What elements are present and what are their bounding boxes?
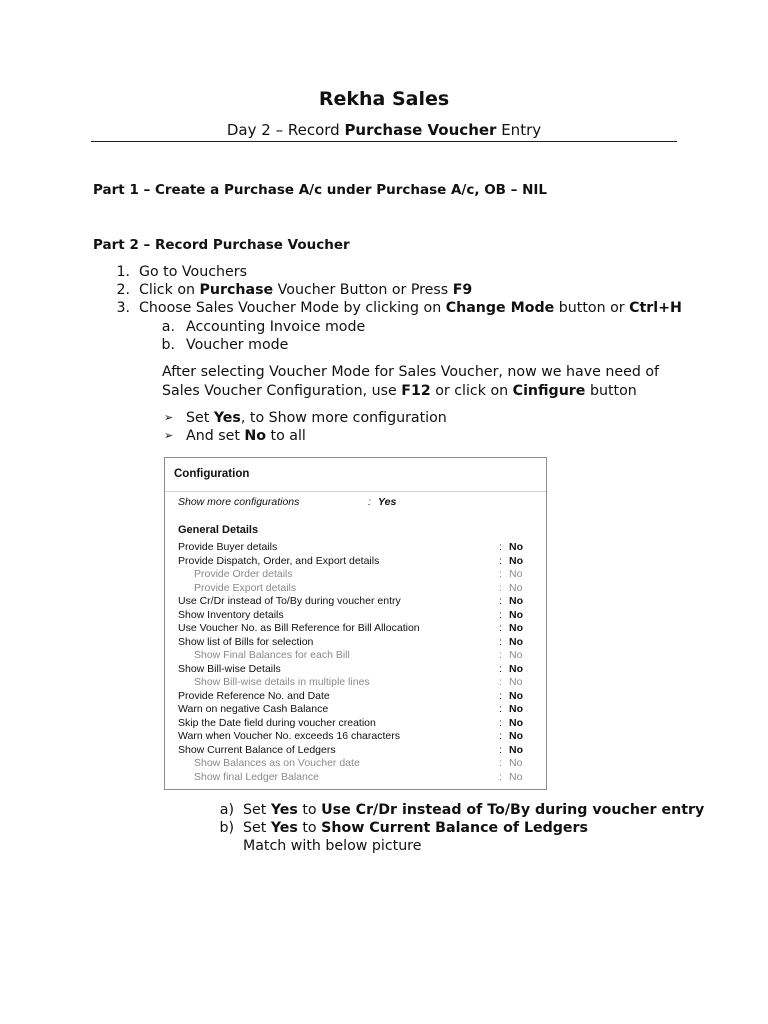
bullet-part: to all: [266, 428, 306, 444]
arrow-bullet-icon: ➢: [164, 411, 174, 424]
part1-heading: Part 1 – Create a Purchase A/c under Purchase A/c, OB – NIL: [93, 182, 548, 198]
bullet-1-text: [186, 409, 447, 427]
configuration-divider: [165, 491, 546, 492]
config-row-colon: :: [499, 743, 502, 756]
show-more-configurations-value[interactable]: Yes: [378, 496, 397, 508]
config-row-disabled: [165, 676, 546, 690]
config-row-value[interactable]: No: [509, 730, 523, 742]
instruction-a-letter: a): [219, 802, 234, 818]
instruction-b-letter: b): [219, 820, 234, 836]
instruction-paragraph-line1: After selecting Voucher Mode for Sales Voucher, now we have need of: [162, 364, 660, 380]
instr-bold: Use Cr/Dr instead of To/By during voucher entry: [321, 802, 705, 818]
document-subtitle: [0, 120, 768, 140]
config-row-value[interactable]: No: [509, 662, 523, 675]
config-row[interactable]: [165, 717, 546, 731]
step-1-text: Go to Vouchers: [139, 264, 247, 280]
config-row-colon: :: [499, 757, 502, 769]
config-row-colon: :: [499, 703, 502, 715]
bullet-part: , to Show more configuration: [240, 410, 447, 426]
config-row-value[interactable]: No: [509, 595, 523, 607]
para-bold: Cinfigure: [512, 383, 586, 399]
config-row-disabled: [165, 568, 546, 582]
config-row-label: Use Cr/Dr instead of To/By during voucher entry: [178, 595, 401, 607]
bullet-bold: Yes: [213, 410, 241, 426]
config-row-label: Provide Reference No. and Date: [178, 689, 330, 702]
config-row[interactable]: [165, 541, 546, 555]
config-row-label: Show Balances as on Voucher date: [194, 757, 360, 769]
para-key: F12: [401, 383, 431, 399]
config-row[interactable]: [165, 663, 546, 677]
step-2-text: [139, 281, 472, 299]
step-3-part: button or: [554, 300, 630, 316]
config-row-disabled: [165, 649, 546, 663]
step-2-part: Click on: [139, 282, 200, 298]
instruction-b-text: [243, 819, 588, 837]
show-more-configurations-label: Show more configurations: [178, 496, 300, 508]
instr-part: to: [297, 802, 322, 818]
config-row-colon: :: [499, 662, 502, 675]
config-row-value: No: [509, 757, 523, 769]
config-row[interactable]: [165, 690, 546, 704]
step-2-bold: Purchase: [199, 282, 274, 298]
configuration-list: [165, 541, 546, 784]
config-row-value[interactable]: No: [509, 608, 523, 621]
config-row[interactable]: [165, 730, 546, 744]
config-row-colon: :: [499, 676, 502, 688]
step-3-bold: Change Mode: [445, 300, 555, 316]
sub-step-b-text: Voucher mode: [186, 337, 289, 353]
part2-heading: Part 2 – Record Purchase Voucher: [93, 237, 350, 253]
config-row-value: No: [509, 568, 523, 580]
config-row-label: Show list of Bills for selection: [178, 635, 314, 648]
config-row-colon: :: [499, 622, 502, 634]
config-row-colon: :: [499, 716, 502, 729]
config-row-label: Show Bill-wise details in multiple lines: [194, 676, 370, 688]
config-row-value: No: [509, 770, 523, 783]
sub-step-b-letter: b.: [161, 337, 175, 353]
config-row-label: Show Current Balance of Ledgers: [178, 743, 336, 756]
config-row-label: Provide Export details: [194, 581, 297, 594]
instr-bold: Show Current Balance of Ledgers: [321, 820, 588, 836]
step-3-key: Ctrl+H: [629, 300, 682, 316]
config-row-value[interactable]: No: [509, 743, 523, 756]
config-row-label: Use Voucher No. as Bill Reference for Bill Allocation: [178, 622, 420, 634]
config-row-label: Show Final Balances for each Bill: [194, 649, 350, 661]
config-row-colon: :: [499, 595, 502, 607]
title-divider: [91, 141, 677, 142]
config-row-value[interactable]: No: [509, 635, 523, 648]
config-row[interactable]: [165, 609, 546, 623]
match-picture-note: Match with below picture: [243, 838, 422, 854]
config-row-colon: :: [499, 608, 502, 621]
config-row[interactable]: [165, 636, 546, 650]
instruction-a-text: [243, 801, 704, 819]
instr-bold: Yes: [270, 820, 298, 836]
config-row-colon: :: [499, 581, 502, 594]
config-row-label: Provide Dispatch, Order, and Export details: [178, 554, 380, 567]
config-row-colon: :: [499, 541, 502, 553]
para-part: or click on: [430, 383, 513, 399]
config-row-colon: :: [499, 554, 502, 567]
config-row-value[interactable]: No: [509, 554, 523, 567]
step-2-number: 2.: [116, 282, 130, 298]
bullet-part: And set: [186, 428, 245, 444]
step-2-key: F9: [452, 282, 473, 298]
config-row-value[interactable]: No: [509, 703, 523, 715]
instr-part: Set: [243, 820, 271, 836]
config-row-label: Warn when Voucher No. exceeds 16 characters: [178, 730, 400, 742]
config-row-label: Provide Buyer details: [178, 541, 278, 553]
config-row-label: Show final Ledger Balance: [194, 770, 319, 783]
config-row[interactable]: [165, 555, 546, 569]
config-row-label: Show Bill-wise Details: [178, 662, 281, 675]
subtitle-pre: Day 2 – Record: [226, 121, 345, 139]
config-row-label: Show Inventory details: [178, 608, 284, 621]
para-part: Sales Voucher Configuration, use: [162, 383, 402, 399]
config-row[interactable]: [165, 622, 546, 636]
general-details-heading: General Details: [178, 524, 259, 536]
arrow-bullet-icon: ➢: [164, 429, 174, 442]
bullet-bold: No: [244, 428, 267, 444]
config-row-disabled: [165, 757, 546, 771]
config-row-disabled: [165, 771, 546, 785]
config-row-label: Skip the Date field during voucher creation: [178, 716, 376, 729]
config-row-value[interactable]: No: [509, 689, 523, 702]
config-row[interactable]: [165, 744, 546, 758]
step-2-part: Voucher Button or Press: [273, 282, 453, 298]
para-part: button: [585, 383, 637, 399]
subtitle-post: Entry: [496, 121, 542, 139]
config-row-colon: :: [499, 770, 502, 783]
configuration-panel: [164, 457, 547, 790]
config-row-label: Provide Order details: [194, 568, 293, 580]
sub-step-a-text: Accounting Invoice mode: [186, 319, 366, 335]
config-row-colon: :: [499, 568, 502, 580]
configuration-title: Configuration: [174, 468, 250, 480]
sub-step-a-letter: a.: [161, 319, 175, 335]
config-row[interactable]: [165, 595, 546, 609]
document-title: Rekha Sales: [318, 88, 450, 110]
instr-part: to: [297, 820, 322, 836]
config-row-colon: :: [499, 649, 502, 661]
config-row-disabled: [165, 582, 546, 596]
step-3-text: [139, 299, 682, 317]
config-row-colon: :: [499, 635, 502, 648]
config-row-value: No: [509, 649, 523, 661]
config-row-colon: :: [499, 730, 502, 742]
instruction-paragraph-line2: [162, 382, 637, 400]
config-row[interactable]: [165, 703, 546, 717]
step-3-number: 3.: [116, 300, 130, 316]
config-row-value: No: [509, 676, 523, 688]
bullet-part: Set: [186, 410, 214, 426]
step-1-number: 1.: [116, 264, 130, 280]
config-row-value[interactable]: No: [509, 541, 523, 553]
subtitle-bold: Purchase Voucher: [344, 121, 497, 139]
config-row-value[interactable]: No: [509, 622, 523, 634]
instr-part: Set: [243, 802, 271, 818]
config-row-value: No: [509, 581, 523, 594]
show-more-configurations-colon: :: [368, 496, 371, 508]
instr-bold: Yes: [270, 802, 298, 818]
step-3-part: Choose Sales Voucher Mode by clicking on: [139, 300, 446, 316]
config-row-colon: :: [499, 689, 502, 702]
bullet-2-text: [186, 427, 306, 445]
config-row-value[interactable]: No: [509, 716, 523, 729]
config-row-label: Warn on negative Cash Balance: [178, 703, 329, 715]
